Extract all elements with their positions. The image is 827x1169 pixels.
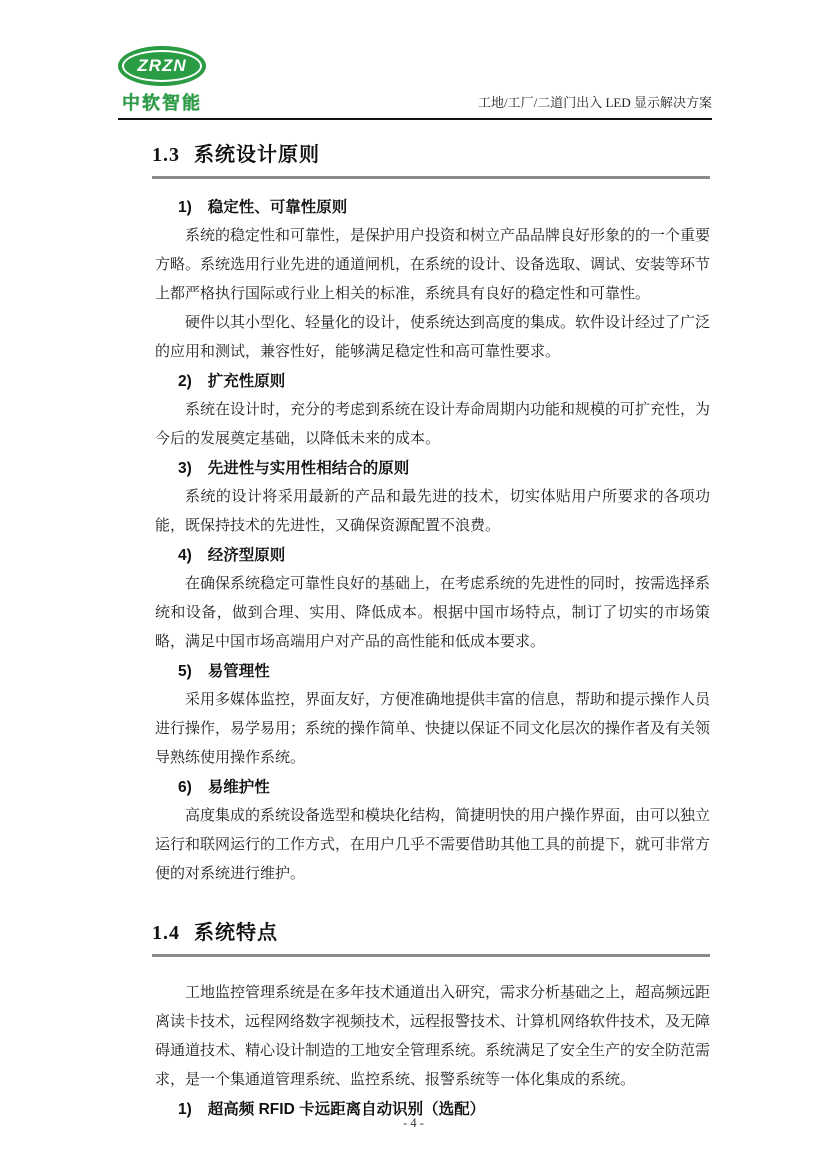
principle-item-1 <box>155 193 710 367</box>
item-title: 易维护性 <box>207 779 270 796</box>
item-number: 6) <box>178 779 192 796</box>
paragraph: 系统的设计将采用最新的产品和最先进的技术，切实体贴用户所要求的各项功能，既保持技术的先进性，又确保资源配置不浪费。 <box>155 489 710 534</box>
item-title: 超高频 RFID 卡远距离自动识别（选配） <box>207 1101 486 1118</box>
section-divider <box>152 176 710 179</box>
item-number: 1) <box>178 199 192 216</box>
item-heading <box>178 367 710 396</box>
section-title <box>152 138 710 167</box>
principle-item-4 <box>155 541 710 657</box>
paragraph: 系统的稳定性和可靠性，是保护用户投资和树立产品品牌良好形象的的一个重要方略。系统选用行业先进的通道闸机，在系统的设计、设备选取、调试、安装等环节上都严格执行国际或行业上相关的标准，系统具有良好的稳定性和可靠性。 <box>155 228 711 302</box>
principle-item-5 <box>155 657 710 773</box>
company-logo <box>118 46 206 115</box>
section-1-4-heading <box>152 916 710 957</box>
section-1-3-heading <box>152 138 710 179</box>
item-heading <box>178 541 710 570</box>
item-title: 易管理性 <box>207 663 270 680</box>
item-title: 扩充性原则 <box>207 373 286 390</box>
paragraph: 高度集成的系统设备选型和模块化结构，简捷明快的用户操作界面，由可以独立运行和联网运行的工作方式，在用户几乎不需要借助其他工具的前提下，就可非常方便的对系统进行维护。 <box>155 808 711 882</box>
item-number: 4) <box>178 547 192 564</box>
principle-item-2 <box>155 367 710 454</box>
section-number: 1.3 <box>152 144 180 166</box>
paragraph: 硬件以其小型化、轻量化的设计，使系统达到高度的集成。软件设计经过了广泛的应用和测试，兼容性好，能够满足稳定性和高可靠性要求。 <box>155 315 711 360</box>
section-number: 1.4 <box>152 922 180 944</box>
item-number: 5) <box>178 663 192 680</box>
item-heading <box>178 657 710 686</box>
page-header <box>118 46 712 120</box>
section-1-3-content <box>155 193 710 889</box>
section-title-text: 系统设计原则 <box>194 144 320 166</box>
item-number: 2) <box>178 373 192 390</box>
item-title: 先进性与实用性相结合的原则 <box>207 460 410 477</box>
intro-paragraph: 工地监控管理系统是在多年技术通道出入研究，需求分析基础之上，超高频远距离读卡技术，远程网络数字视频技术，远程报警技术、计算机网络软件技术，及无障碍通道技术、精心设计制造的工地安全管理系统。系统满足了安全生产的安全防范需求，是一个集通道管理系统、监控系统、报警系统等一体化集成的系统。 <box>155 985 711 1088</box>
principle-item-6 <box>155 773 710 889</box>
logo-abbr: ZRZN <box>137 56 187 75</box>
section-1-4-content <box>155 979 710 1124</box>
paragraph: 系统在设计时，充分的考虑到系统在设计寿命周期内功能和规模的可扩充性，为今后的发展奠定基础，以降低未来的成本。 <box>155 402 711 447</box>
document-title: 工地/工厂/二道门出入 LED 显示解决方案 <box>478 95 712 110</box>
paragraph: 在确保系统稳定可靠性良好的基础上，在考虑系统的先进性的同时，按需选择系统和设备，做到合理、实用、降低成本。根据中国市场特点，制订了切实的市场策略，满足中国市场高端用户对产品的高性能和低成本要求。 <box>155 576 711 650</box>
item-title: 稳定性、可靠性原则 <box>207 199 348 216</box>
item-title: 经济型原则 <box>207 547 286 564</box>
item-number: 1) <box>178 1101 192 1118</box>
item-heading <box>178 773 710 802</box>
item-heading <box>178 193 710 222</box>
section-title <box>152 916 710 945</box>
principle-item-3 <box>155 454 710 541</box>
section-divider <box>152 954 710 957</box>
item-heading <box>178 454 710 483</box>
page-number: - 4 - <box>403 1116 424 1130</box>
logo-company-name: 中软智能 <box>122 93 202 113</box>
logo-oval-icon <box>118 46 206 86</box>
item-number: 3) <box>178 460 192 477</box>
section-title-text: 系统特点 <box>194 922 278 944</box>
paragraph: 采用多媒体监控，界面友好，方便准确地提供丰富的信息，帮助和提示操作人员进行操作，易学易用；系统的操作简单、快捷以保证不同文化层次的操作者及有关领导熟练使用操作系统。 <box>155 692 711 766</box>
